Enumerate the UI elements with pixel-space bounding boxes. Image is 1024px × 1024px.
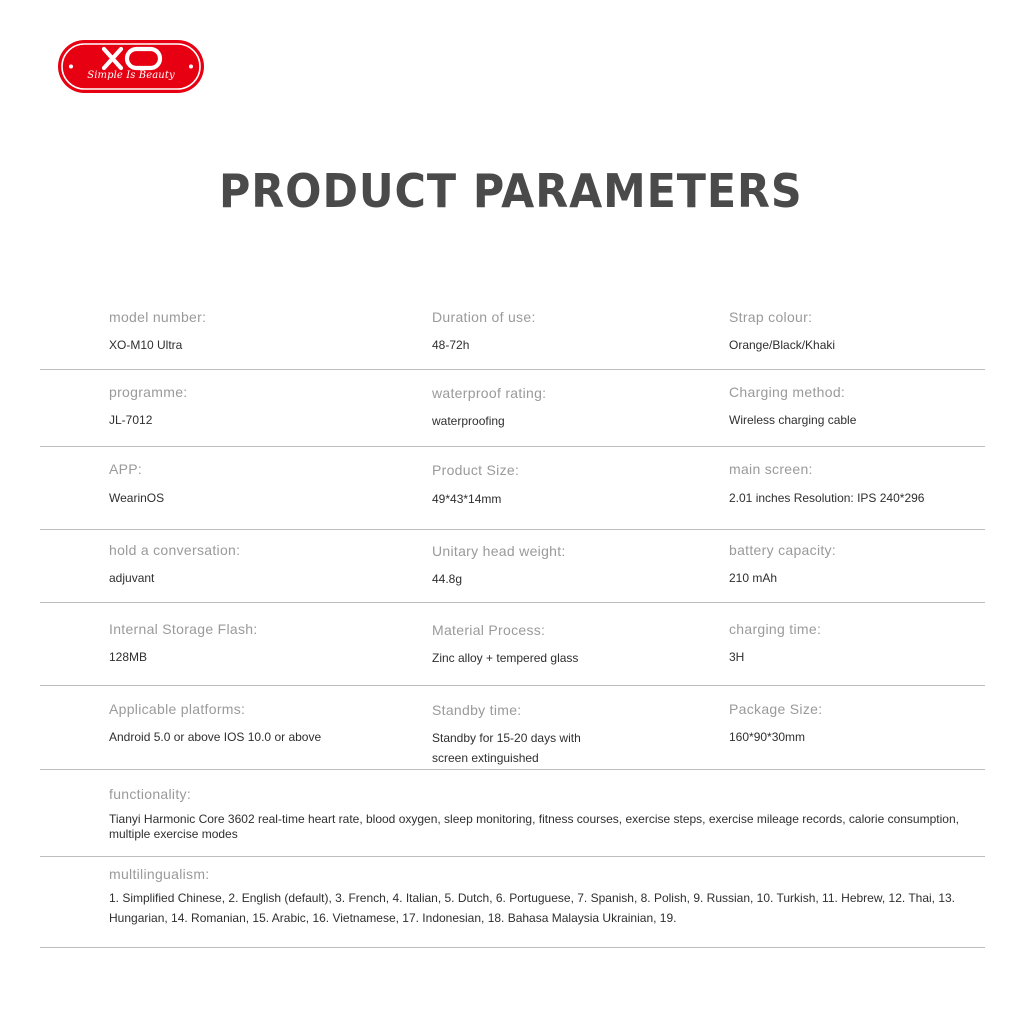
param-value: waterproofing (432, 414, 505, 428)
functionality-label: functionality: (109, 786, 192, 802)
param-row (40, 300, 985, 370)
param-label: Product Size: (432, 462, 520, 478)
brand-tagline: Simple Is Beauty (87, 70, 175, 81)
param-label: model number: (109, 309, 207, 325)
param-label: hold a conversation: (109, 542, 241, 558)
param-label: Standby time: (432, 702, 522, 718)
xo-logo-mark (57, 39, 205, 94)
param-label: battery capacity: (729, 542, 837, 558)
multilingualism-section (40, 857, 985, 948)
functionality-section (40, 770, 985, 857)
param-value: 210 mAh (729, 571, 778, 585)
param-row (40, 370, 985, 447)
multilingualism-text: 1. Simplified Chinese, 2. English (default), 3. French, 4. Italian, 5. Dutch, 6. Portuguese, 7. Spanish, 8. Polish, 9. Russian, 10. Turkish, 11. Hebrew, 12. Thai, 13. Hungarian, 14. Romanian, 15. Arabic, 16. Vietnamese, 17. Indonesian, 18. Bahasa Malaysia Ukrainian, 19. (109, 891, 956, 925)
param-label: Charging method: (729, 384, 846, 400)
param-value: Orange/Black/Khaki (729, 338, 836, 352)
param-label: Package Size: (729, 701, 823, 717)
param-label: Duration of use: (432, 309, 536, 325)
param-row (40, 603, 985, 686)
page-title: PRODUCT PARAMETERS (219, 164, 803, 218)
brand-logo (57, 39, 205, 94)
param-value: 160*90*30mm (729, 730, 806, 744)
param-row (40, 447, 985, 530)
param-label: waterproof rating: (432, 385, 547, 401)
param-value: XO-M10 Ultra (109, 338, 183, 352)
param-value: 48-72h (432, 338, 470, 352)
param-label: charging time: (729, 621, 822, 637)
multilingualism-label: multilingualism: (109, 866, 210, 882)
param-label: Strap colour: (729, 309, 813, 325)
param-label: Internal Storage Flash: (109, 621, 258, 637)
functionality-text: Tianyi Harmonic Core 3602 real-time heart rate, blood oxygen, sleep monitoring, fitness courses, exercise steps, exercise mileage records, calorie consumption, multiple exercise modes (109, 812, 959, 841)
param-value: Wireless charging cable (729, 413, 857, 427)
param-value: Zinc alloy + tempered glass (432, 651, 579, 665)
param-value: JL-7012 (109, 413, 153, 427)
param-value: Standby for 15-20 days with screen extinguished (432, 731, 581, 765)
param-value: Android 5.0 or above IOS 10.0 or above (109, 730, 322, 744)
param-value: 128MB (109, 650, 148, 664)
param-row (40, 530, 985, 603)
param-label: Unitary head weight: (432, 543, 566, 559)
param-value: 3H (729, 650, 745, 664)
param-label: Material Process: (432, 622, 546, 638)
param-value: 49*43*14mm (432, 492, 502, 506)
param-row (40, 686, 985, 770)
param-value: WearinOS (109, 491, 165, 505)
param-label: main screen: (729, 461, 813, 477)
param-value: 44.8g (432, 572, 463, 586)
param-label: APP: (109, 461, 143, 477)
param-value: 2.01 inches Resolution: IPS 240*296 (729, 491, 925, 505)
param-label: programme: (109, 384, 188, 400)
param-label: Applicable platforms: (109, 701, 246, 717)
param-value: adjuvant (109, 571, 155, 585)
